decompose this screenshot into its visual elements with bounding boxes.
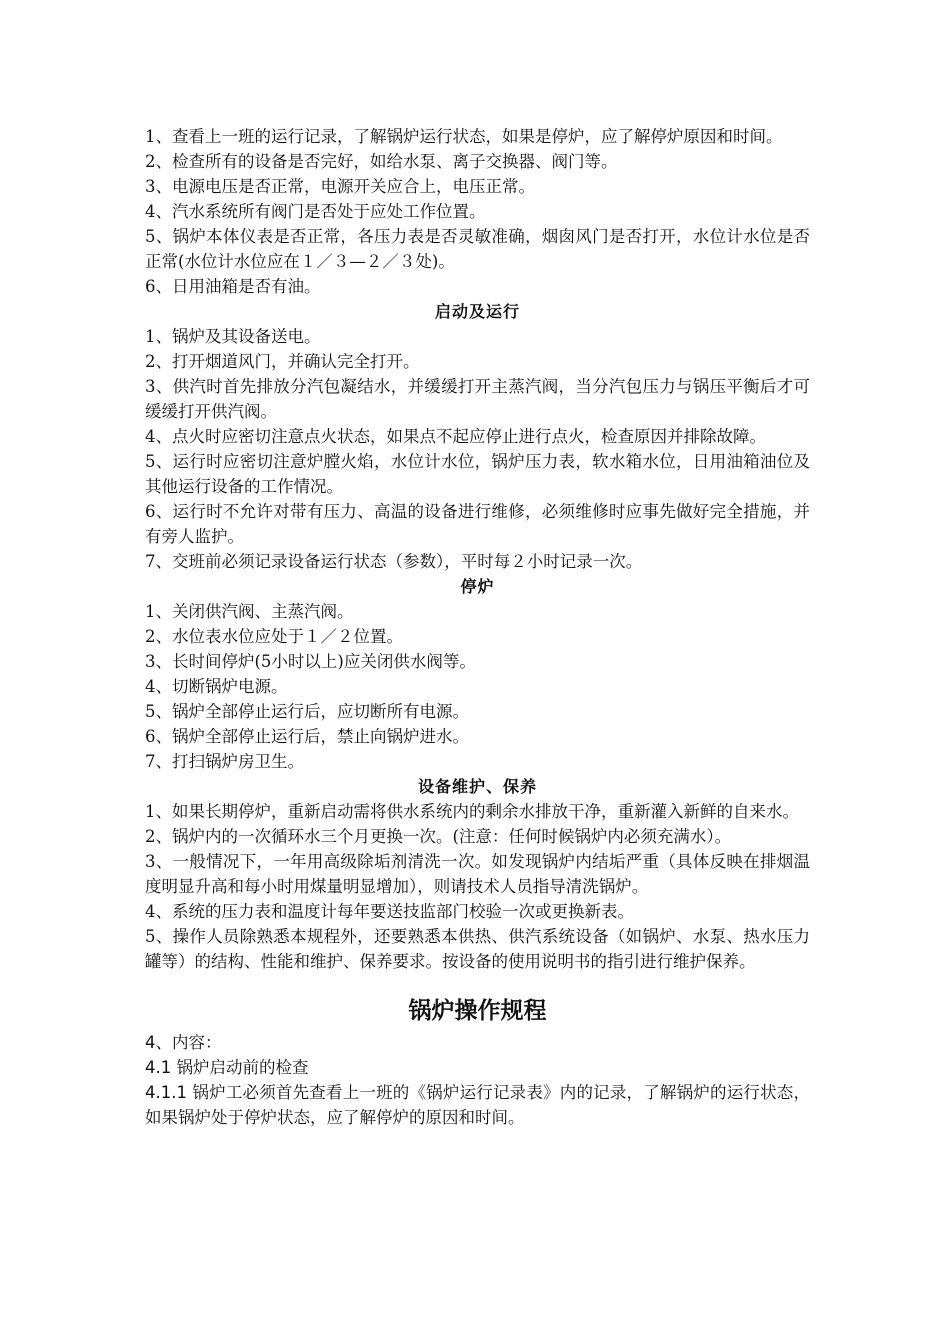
run-item-6: 6、运行时不允许对带有压力、高温的设备进行维修，必须维修时应事先做好完全措施，并有旁人监护。: [145, 502, 810, 546]
run-item-5: 5、运行时应密切注意炉膛火焰，水位计水位，锅炉压力表，软水箱水位，日用油箱油位及其他运行设备的工作情况。: [145, 452, 810, 496]
stop-item-5: 5、锅炉全部停止运行后，应切断所有电源。: [145, 702, 469, 721]
stop-item-6: 6、锅炉全部停止运行后，禁止向锅炉进水。: [145, 727, 469, 746]
maint-item-5: 5、操作人员除熟悉本规程外，还要熟悉本供热、供汽系统设备（如锅炉、水泵、热水压力罐等）的结构、性能和维护、保养要求。按设备的使用说明书的指引进行维护保养。: [145, 927, 810, 971]
stop-item-3: 3、长时间停炉(5小时以上)应关闭供水阀等。: [145, 652, 476, 671]
run-item-4: 4、点火时应密切注意点火状态，如果点不起应停止进行点火，检查原因并排除故障。: [145, 427, 766, 446]
maint-item-1: 1、如果长期停炉，重新启动需将供水系统内的剩余水排放干净，重新灌入新鲜的自来水。: [145, 802, 799, 821]
stop-heading: 停炉: [460, 577, 495, 596]
content-label: 4、内容：: [145, 1033, 222, 1052]
prep-item-3: 3、电源电压是否正常，电源开关应合上，电压正常。: [145, 177, 535, 196]
stop-item-7: 7、打扫锅炉房卫生。: [145, 752, 304, 771]
stop-item-4: 4、切断锅炉电源。: [145, 677, 288, 696]
stop-item-2: 2、水位表水位应处于１／２位置。: [145, 627, 403, 646]
stop-item-1: 1、关闭供汽阀、主蒸汽阀。: [145, 602, 354, 621]
run-item-3: 3、供汽时首先排放分汽包凝结水，并缓缓打开主蒸汽阀，当分汽包压力与锅压平衡后才可缓缓打开供汽阀。: [145, 377, 810, 421]
maint-heading: 设备维护、保养: [417, 777, 537, 796]
run-item-2: 2、打开烟道风门，并确认完全打开。: [145, 352, 420, 371]
subsection-4-1: 4.1 锅炉启动前的检查: [145, 1058, 309, 1077]
maint-item-3: 3、一般情况下，一年用高级除垢剂清洗一次。如发现锅炉内结垢严重（具体反映在排烟温度明显升高和每小时用煤量明显增加），则请技术人员指导清洗锅炉。: [145, 852, 810, 896]
run-heading: 启动及运行: [434, 302, 520, 321]
prep-item-2: 2、检查所有的设备是否完好，如给水泵、离子交换器、阀门等。: [145, 152, 618, 171]
prep-item-5: 5、锅炉本体仪表是否正常，各压力表是否灵敏准确，烟囱风门是否打开，水位计水位是否正常(水位计水位应在１／３—２／３处)。: [145, 227, 810, 271]
prep-item-4: 4、汽水系统所有阀门是否处于应处工作位置。: [145, 202, 486, 221]
prep-item-6: 6、日用油箱是否有油。: [145, 277, 321, 296]
maint-item-4: 4、系统的压力表和温度计每年要送技监部门校验一次或更换新表。: [145, 902, 634, 921]
run-item-7: 7、交班前必须记录设备运行状态（参数），平时每２小时记录一次。: [145, 552, 643, 571]
maint-item-2: 2、锅炉内的一次循环水三个月更换一次。(注意：任何时候锅炉内必须充满水）。: [145, 827, 732, 846]
document-page: [145, 124, 810, 1130]
document-title: 锅炉操作规程: [408, 998, 547, 1024]
prep-item-1: 1、查看上一班的运行记录，了解锅炉运行状态，如果是停炉，应了解停炉原因和时间。: [145, 127, 783, 146]
run-item-1: 1、锅炉及其设备送电。: [145, 327, 321, 346]
paragraph-4-1-1: 4.1.1 锅炉工必须首先查看上一班的《锅炉运行记录表》内的记录，了解锅炉的运行状态，如果锅炉处于停炉状态，应了解停炉的原因和时间。: [145, 1083, 810, 1127]
